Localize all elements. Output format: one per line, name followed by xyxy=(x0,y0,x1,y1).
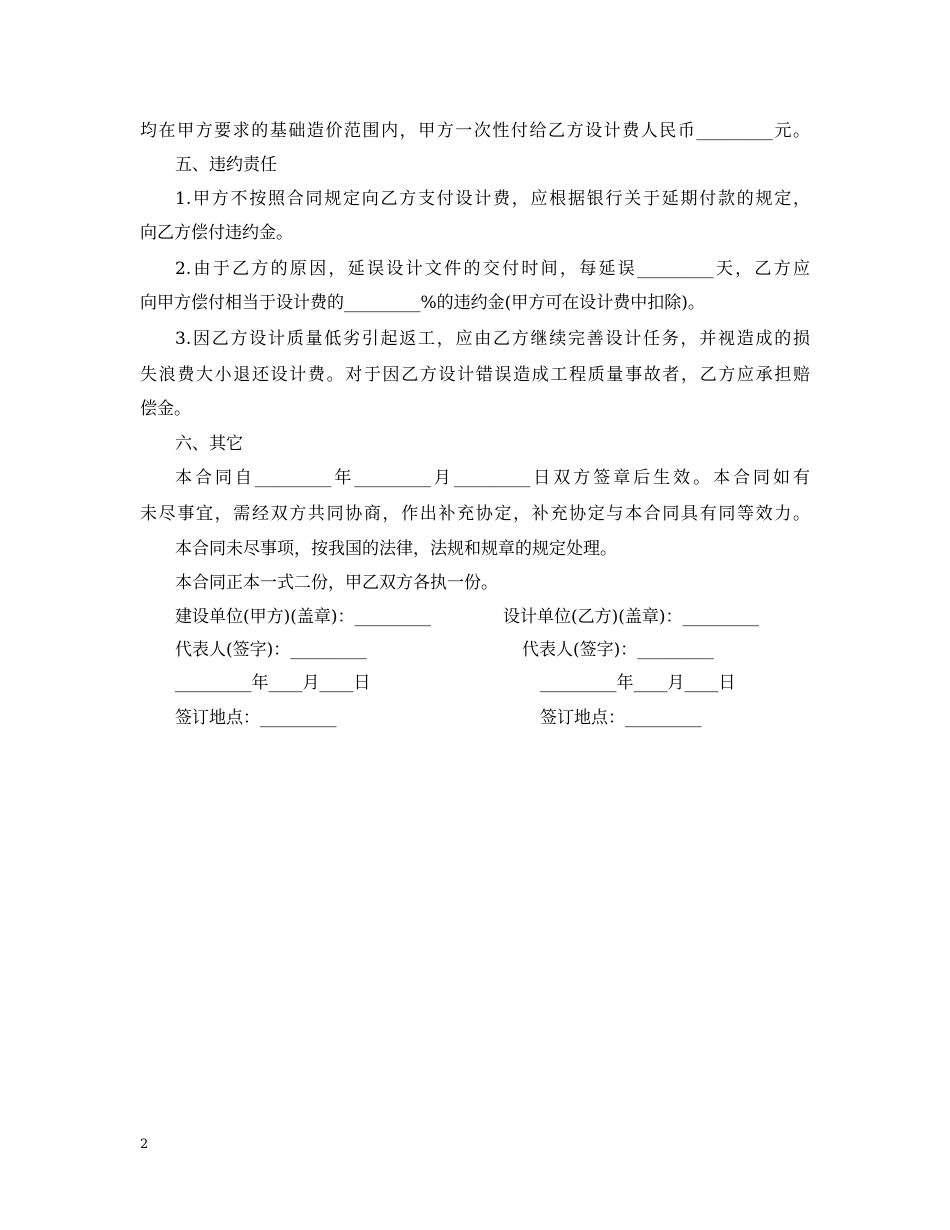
section-heading-breach: 五、违约责任 xyxy=(175,155,277,175)
party-a-place-field: 签订地点：_________ xyxy=(175,708,337,728)
party-b-date-field: _________年____月____日 xyxy=(540,673,736,693)
clause-3-line-2: 失浪费大小退还设计费。对于因乙方设计错误造成工程质量事故者，乙方应承担赔 xyxy=(140,365,810,385)
law-clause: 本合同未尽事项，按我国的法律，法规和规章的规定处理。 xyxy=(175,539,617,559)
effective-clause-line-2: 未尽事宜，需经双方共同协商，作出补充协定，补充协定与本合同具有同等效力。 xyxy=(140,504,810,524)
paragraph-line: 均在甲方要求的基础造价范围内，甲方一次性付给乙方设计费人民币_________元。 xyxy=(140,121,810,141)
copies-clause: 本合同正本一式二份，甲乙双方各执一份。 xyxy=(175,573,498,593)
party-a-unit-field: 建设单位(甲方)(盖章)：_________ xyxy=(175,607,432,627)
party-b-place-field: 签订地点：_________ xyxy=(540,708,702,728)
clause-3-line-3: 偿金。 xyxy=(140,399,191,419)
clause-3-line-1: 3.因乙方设计质量低劣引起返工，应由乙方继续完善设计任务，并视造成的损 xyxy=(175,329,810,349)
section-heading-other: 六、其它 xyxy=(175,434,243,454)
party-b-rep-field: 代表人(签字)：_________ xyxy=(522,640,714,660)
page-number: 2 xyxy=(140,1137,149,1152)
party-a-date-field: _________年____月____日 xyxy=(175,673,371,693)
clause-2-line-1: 2.由于乙方的原因，延误设计文件的交付时间，每延误_________天，乙方应 xyxy=(175,259,810,279)
clause-1-line-1: 1.甲方不按照合同规定向乙方支付设计费，应根据银行关于延期付款的规定， xyxy=(175,189,810,209)
clause-2-line-2: 向甲方偿付相当于设计费的_________%的违约金(甲方可在设计费中扣除)。 xyxy=(140,293,705,313)
effective-clause-line-1: 本合同自_________年_________月_________日双方签章后生效。本合同如有 xyxy=(175,468,810,488)
clause-1-line-2: 向乙方偿付违约金。 xyxy=(140,223,293,243)
party-b-unit-field: 设计单位(乙方)(盖章)：_________ xyxy=(503,607,760,627)
party-a-rep-field: 代表人(签字)：_________ xyxy=(175,640,367,660)
